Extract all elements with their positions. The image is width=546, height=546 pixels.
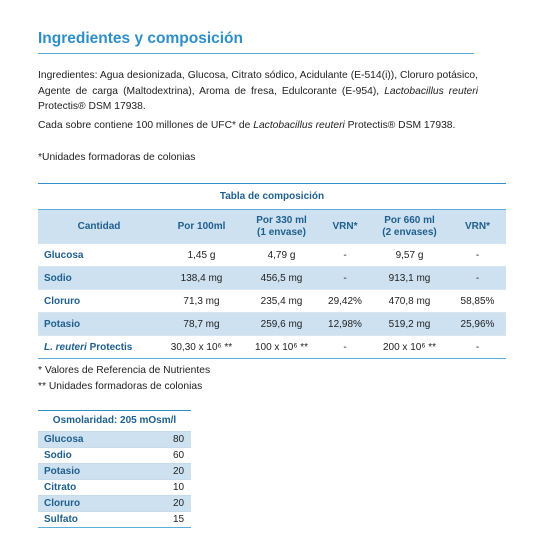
section-title: Ingredientes y composición xyxy=(38,30,243,47)
cell-per-330ml: 259,6 mg xyxy=(260,318,303,330)
cell-per-660ml: 200 x 10⁶ ** xyxy=(382,341,437,353)
cell-per-660ml: 470,8 mg xyxy=(388,295,431,307)
osmo-label: Potasio xyxy=(44,466,81,477)
strain-name-rest: Protectis xyxy=(86,341,133,353)
ufc-line-strain-name: Lactobacillus reuteri xyxy=(253,120,345,131)
cell-vrn-330ml: 29,42% xyxy=(328,295,362,307)
osmo-label: Citrato xyxy=(44,482,77,493)
osmo-row xyxy=(38,447,191,463)
cell-per-330ml: 100 x 10⁶ ** xyxy=(254,341,309,353)
osmo-row xyxy=(38,431,191,447)
osmo-row xyxy=(38,495,191,511)
osmo-label: Cloruro xyxy=(44,498,81,509)
header-por-330ml xyxy=(243,215,320,239)
row-label: Glucosa xyxy=(44,249,84,261)
cell-vrn-660ml: - xyxy=(475,249,480,261)
osmo-value: 20 xyxy=(173,466,185,477)
ufc-line-text-end: Protectis® DSM 17938. xyxy=(344,120,456,131)
osmo-value: 15 xyxy=(173,514,185,525)
row-label: Cloruro xyxy=(44,295,81,307)
osmo-value: 60 xyxy=(173,450,185,461)
table-row xyxy=(38,289,506,312)
header-por-660ml xyxy=(370,215,449,239)
header-por-660ml-line1: Por 660 ml xyxy=(384,214,435,226)
cell-per-100ml: 30,30 x 10⁶ ** xyxy=(170,341,233,353)
cell-vrn-330ml: - xyxy=(343,341,347,353)
cell-per-330ml: 456,5 mg xyxy=(260,272,303,284)
cell-per-660ml: 9,57 g xyxy=(395,249,424,261)
cell-per-330ml: 4,79 g xyxy=(267,249,296,261)
cell-per-330ml: 235,4 mg xyxy=(260,295,303,307)
cell-per-100ml: 1,45 g xyxy=(187,249,216,261)
header-por-100ml: Por 100ml xyxy=(177,220,226,232)
cell-vrn-660ml: - xyxy=(475,272,480,284)
cell-vrn-660ml: - xyxy=(475,341,480,353)
composition-table xyxy=(38,183,506,359)
composition-table-title: Tabla de composición xyxy=(219,191,325,202)
cell-per-100ml: 78,7 mg xyxy=(183,318,220,330)
table-row xyxy=(38,312,506,335)
osmolarity-table xyxy=(38,410,191,528)
vrn-footnote: * Valores de Referencia de Nutrientes xyxy=(38,365,211,376)
cell-vrn-330ml: - xyxy=(343,272,347,284)
cell-vrn-660ml: 58,85% xyxy=(460,295,495,307)
strain-name-italic: L. reuteri xyxy=(44,341,87,353)
table-row xyxy=(38,243,506,266)
ufc-line-text: Cada sobre contiene 100 millones de UFC* de xyxy=(38,120,254,131)
composition-table-header xyxy=(38,209,506,243)
header-por-660ml-line2: (2 envases) xyxy=(382,226,437,238)
row-label xyxy=(38,342,160,353)
osmo-row xyxy=(38,463,191,479)
ingredients-paragraph xyxy=(38,68,478,115)
osmo-label: Sulfato xyxy=(44,514,78,525)
header-vrn-1: VRN* xyxy=(332,220,358,232)
osmo-value: 80 xyxy=(173,434,185,445)
osmo-label: Sodio xyxy=(44,450,72,461)
cell-vrn-660ml: 25,96% xyxy=(460,318,495,330)
osmo-value: 10 xyxy=(173,482,185,493)
header-cantidad: Cantidad xyxy=(77,220,121,232)
osmo-value: 20 xyxy=(173,498,185,509)
ufc-content-line xyxy=(38,118,478,134)
title-underline xyxy=(38,53,474,54)
ufc-footnote-2: ** Unidades formadoras de colonias xyxy=(38,381,203,392)
header-por-330ml-line2: (1 envase) xyxy=(257,226,306,238)
osmolarity-header: Osmolaridad: 205 mOsm/l xyxy=(52,415,177,426)
ingredients-text-end: Protectis® DSM 17938. xyxy=(38,101,146,113)
osmo-row xyxy=(38,511,191,527)
cell-per-100ml: 138,4 mg xyxy=(180,272,223,284)
row-label: Potasio xyxy=(44,318,81,330)
ufc-footnote: *Unidades formadoras de colonias xyxy=(38,152,196,163)
table-row xyxy=(38,266,506,289)
header-vrn-2: VRN* xyxy=(464,220,490,232)
osmo-bottom-rule xyxy=(38,527,191,528)
cell-vrn-330ml: 12,98% xyxy=(328,318,362,330)
osmo-label: Glucosa xyxy=(44,434,84,445)
cell-per-100ml: 71,3 mg xyxy=(183,295,220,307)
ingredients-text: Ingredientes: Agua desionizada, Glucosa, Citrato sódico, Acidulante (E-514(i)), Cloruro potásico, Agente de carga (Maltodextrina), Aroma de fresa, Edulcorante (E-954), xyxy=(38,70,478,97)
ingredients-strain-name: Lactobacillus reuteri xyxy=(384,85,478,97)
cell-vrn-330ml: - xyxy=(343,249,347,261)
table-bottom-rule xyxy=(38,358,506,359)
table-row xyxy=(38,335,506,358)
osmo-row xyxy=(38,479,191,495)
row-label: Sodio xyxy=(44,272,72,284)
cell-per-660ml: 913,1 mg xyxy=(388,272,431,284)
cell-per-660ml: 519,2 mg xyxy=(388,318,431,330)
header-por-330ml-line1: Por 330 ml xyxy=(256,214,307,226)
